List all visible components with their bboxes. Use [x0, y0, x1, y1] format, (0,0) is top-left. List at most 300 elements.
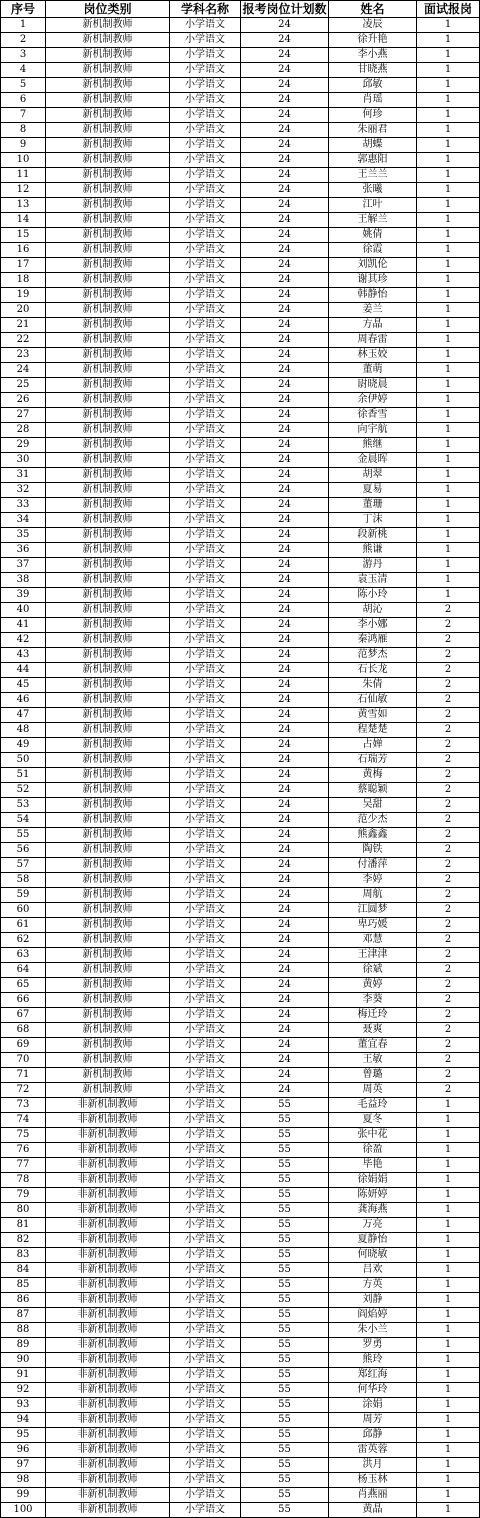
- cell-interview-post: 2: [417, 888, 480, 903]
- cell-name: 郭惠阳: [329, 153, 417, 168]
- cell-name: 徐霞: [329, 243, 417, 258]
- cell-name: 陈妍婷: [329, 1188, 417, 1203]
- cell-subject: 小学语文: [170, 153, 241, 168]
- cell-interview-post: 1: [417, 423, 480, 438]
- cell-plan-count: 24: [241, 918, 329, 933]
- cell-plan-count: 24: [241, 708, 329, 723]
- cell-position-type: 新机制教师: [46, 123, 170, 138]
- cell-position-type: 非新机制教师: [46, 1503, 170, 1518]
- cell-index: 91: [1, 1368, 46, 1383]
- cell-position-type: 新机制教师: [46, 78, 170, 93]
- cell-plan-count: 24: [241, 633, 329, 648]
- cell-subject: 小学语文: [170, 1443, 241, 1458]
- cell-subject: 小学语文: [170, 1308, 241, 1323]
- cell-index: 23: [1, 348, 46, 363]
- cell-index: 11: [1, 168, 46, 183]
- cell-position-type: 非新机制教师: [46, 1158, 170, 1173]
- cell-plan-count: 55: [241, 1503, 329, 1518]
- cell-name: 涂娟: [329, 1398, 417, 1413]
- cell-subject: 小学语文: [170, 978, 241, 993]
- cell-plan-count: 24: [241, 363, 329, 378]
- cell-plan-count: 24: [241, 1038, 329, 1053]
- cell-interview-post: 2: [417, 1023, 480, 1038]
- cell-subject: 小学语文: [170, 1293, 241, 1308]
- cell-plan-count: 24: [241, 183, 329, 198]
- cell-plan-count: 24: [241, 588, 329, 603]
- cell-interview-post: 1: [417, 393, 480, 408]
- table-row: [1, 453, 480, 468]
- table-row: [1, 1383, 480, 1398]
- cell-name: 何华玲: [329, 1383, 417, 1398]
- cell-position-type: 新机制教师: [46, 723, 170, 738]
- cell-index: 13: [1, 198, 46, 213]
- cell-interview-post: 1: [417, 198, 480, 213]
- cell-plan-count: 24: [241, 948, 329, 963]
- cell-position-type: 新机制教师: [46, 573, 170, 588]
- cell-subject: 小学语文: [170, 1383, 241, 1398]
- cell-index: 90: [1, 1353, 46, 1368]
- cell-interview-post: 1: [417, 468, 480, 483]
- cell-index: 22: [1, 333, 46, 348]
- cell-name: 姜兰: [329, 303, 417, 318]
- cell-name: 郑红海: [329, 1368, 417, 1383]
- cell-subject: 小学语文: [170, 648, 241, 663]
- cell-plan-count: 24: [241, 48, 329, 63]
- cell-name: 周英: [329, 1083, 417, 1098]
- table-row: [1, 1053, 480, 1068]
- cell-name: 方晶: [329, 318, 417, 333]
- table-row: [1, 933, 480, 948]
- table-row: [1, 1188, 480, 1203]
- cell-interview-post: 2: [417, 723, 480, 738]
- cell-name: 朱倩: [329, 678, 417, 693]
- cell-name: 洪月: [329, 1458, 417, 1473]
- cell-position-type: 新机制教师: [46, 198, 170, 213]
- cell-name: 熊谦: [329, 543, 417, 558]
- table-row: [1, 63, 480, 78]
- cell-subject: 小学语文: [170, 423, 241, 438]
- table-row: [1, 858, 480, 873]
- cell-subject: 小学语文: [170, 723, 241, 738]
- table-row: [1, 243, 480, 258]
- table-row: [1, 48, 480, 63]
- cell-subject: 小学语文: [170, 363, 241, 378]
- cell-subject: 小学语文: [170, 513, 241, 528]
- cell-position-type: 新机制教师: [46, 963, 170, 978]
- table-row: [1, 1158, 480, 1173]
- cell-position-type: 非新机制教师: [46, 1113, 170, 1128]
- cell-name: 秦鸿雁: [329, 633, 417, 648]
- cell-plan-count: 24: [241, 288, 329, 303]
- cell-name: 胡沁: [329, 603, 417, 618]
- cell-plan-count: 55: [241, 1143, 329, 1158]
- cell-interview-post: 2: [417, 1053, 480, 1068]
- table-row: [1, 468, 480, 483]
- cell-interview-post: 1: [417, 363, 480, 378]
- cell-plan-count: 55: [241, 1233, 329, 1248]
- table-row: [1, 918, 480, 933]
- cell-name: 余伊婷: [329, 393, 417, 408]
- cell-plan-count: 55: [241, 1188, 329, 1203]
- cell-name: 聂爽: [329, 1023, 417, 1038]
- cell-interview-post: 2: [417, 1008, 480, 1023]
- cell-index: 81: [1, 1218, 46, 1233]
- cell-position-type: 新机制教师: [46, 1053, 170, 1068]
- cell-index: 25: [1, 378, 46, 393]
- cell-subject: 小学语文: [170, 1038, 241, 1053]
- cell-interview-post: 1: [417, 1443, 480, 1458]
- cell-interview-post: 1: [417, 1113, 480, 1128]
- cell-name: 陶铁: [329, 843, 417, 858]
- cell-index: 78: [1, 1173, 46, 1188]
- cell-interview-post: 1: [417, 1308, 480, 1323]
- cell-plan-count: 24: [241, 393, 329, 408]
- cell-interview-post: 1: [417, 243, 480, 258]
- cell-index: 56: [1, 843, 46, 858]
- cell-plan-count: 24: [241, 753, 329, 768]
- cell-interview-post: 1: [417, 1233, 480, 1248]
- cell-plan-count: 55: [241, 1158, 329, 1173]
- cell-index: 39: [1, 588, 46, 603]
- cell-name: 胡翠: [329, 468, 417, 483]
- table-row: [1, 993, 480, 1008]
- cell-index: 42: [1, 633, 46, 648]
- table-row: [1, 333, 480, 348]
- cell-plan-count: 24: [241, 678, 329, 693]
- cell-name: 卑巧媛: [329, 918, 417, 933]
- cell-plan-count: 55: [241, 1218, 329, 1233]
- table-row: [1, 663, 480, 678]
- cell-index: 92: [1, 1383, 46, 1398]
- cell-index: 15: [1, 228, 46, 243]
- table-row: [1, 498, 480, 513]
- cell-subject: 小学语文: [170, 873, 241, 888]
- cell-subject: 小学语文: [170, 333, 241, 348]
- cell-position-type: 新机制教师: [46, 543, 170, 558]
- table-row: [1, 93, 480, 108]
- cell-position-type: 新机制教师: [46, 1038, 170, 1053]
- cell-name: 张曦: [329, 183, 417, 198]
- table-row: [1, 153, 480, 168]
- cell-index: 16: [1, 243, 46, 258]
- cell-position-type: 非新机制教师: [46, 1203, 170, 1218]
- cell-position-type: 新机制教师: [46, 498, 170, 513]
- cell-plan-count: 55: [241, 1113, 329, 1128]
- cell-name: 付潘萍: [329, 858, 417, 873]
- cell-plan-count: 24: [241, 378, 329, 393]
- cell-plan-count: 24: [241, 738, 329, 753]
- cell-index: 75: [1, 1128, 46, 1143]
- cell-position-type: 新机制教师: [46, 693, 170, 708]
- cell-plan-count: 24: [241, 468, 329, 483]
- cell-subject: 小学语文: [170, 768, 241, 783]
- cell-position-type: 新机制教师: [46, 933, 170, 948]
- cell-subject: 小学语文: [170, 243, 241, 258]
- cell-index: 37: [1, 558, 46, 573]
- cell-position-type: 新机制教师: [46, 528, 170, 543]
- cell-name: 王敏: [329, 1053, 417, 1068]
- cell-interview-post: 1: [417, 438, 480, 453]
- table-row: [1, 1278, 480, 1293]
- cell-index: 18: [1, 273, 46, 288]
- cell-position-type: 新机制教师: [46, 708, 170, 723]
- cell-position-type: 非新机制教师: [46, 1398, 170, 1413]
- cell-position-type: 新机制教师: [46, 1023, 170, 1038]
- cell-plan-count: 55: [241, 1203, 329, 1218]
- cell-interview-post: 1: [417, 1188, 480, 1203]
- cell-plan-count: 24: [241, 243, 329, 258]
- cell-index: 97: [1, 1458, 46, 1473]
- cell-plan-count: 24: [241, 828, 329, 843]
- cell-subject: 小学语文: [170, 963, 241, 978]
- cell-name: 周航: [329, 888, 417, 903]
- cell-name: 夏静怡: [329, 1233, 417, 1248]
- cell-interview-post: 1: [417, 1458, 480, 1473]
- cell-position-type: 新机制教师: [46, 453, 170, 468]
- cell-interview-post: 2: [417, 618, 480, 633]
- cell-subject: 小学语文: [170, 228, 241, 243]
- cell-index: 36: [1, 543, 46, 558]
- cell-name: 夏易: [329, 483, 417, 498]
- cell-subject: 小学语文: [170, 1488, 241, 1503]
- table-row: [1, 1293, 480, 1308]
- cell-plan-count: 24: [241, 198, 329, 213]
- cell-position-type: 非新机制教师: [46, 1233, 170, 1248]
- cell-position-type: 新机制教师: [46, 333, 170, 348]
- cell-subject: 小学语文: [170, 93, 241, 108]
- cell-position-type: 非新机制教师: [46, 1368, 170, 1383]
- table-row: [1, 648, 480, 663]
- cell-plan-count: 24: [241, 453, 329, 468]
- table-row: [1, 1218, 480, 1233]
- table-row: [1, 1428, 480, 1443]
- cell-position-type: 非新机制教师: [46, 1413, 170, 1428]
- table-body: [1, 18, 480, 1518]
- cell-index: 84: [1, 1263, 46, 1278]
- cell-interview-post: 1: [417, 18, 480, 33]
- cell-plan-count: 55: [241, 1458, 329, 1473]
- table-row: [1, 1038, 480, 1053]
- cell-position-type: 非新机制教师: [46, 1173, 170, 1188]
- cell-position-type: 新机制教师: [46, 93, 170, 108]
- table-row: [1, 258, 480, 273]
- cell-name: 王津津: [329, 948, 417, 963]
- cell-position-type: 新机制教师: [46, 168, 170, 183]
- cell-index: 45: [1, 678, 46, 693]
- cell-name: 徐盈: [329, 1143, 417, 1158]
- cell-subject: 小学语文: [170, 258, 241, 273]
- cell-interview-post: 1: [417, 1173, 480, 1188]
- table-row: [1, 1473, 480, 1488]
- cell-position-type: 新机制教师: [46, 678, 170, 693]
- cell-subject: 小学语文: [170, 1353, 241, 1368]
- cell-interview-post: 1: [417, 93, 480, 108]
- cell-position-type: 新机制教师: [46, 558, 170, 573]
- cell-plan-count: 24: [241, 933, 329, 948]
- cell-interview-post: 1: [417, 1128, 480, 1143]
- cell-subject: 小学语文: [170, 573, 241, 588]
- cell-plan-count: 55: [241, 1443, 329, 1458]
- cell-name: 黄晶: [329, 1503, 417, 1518]
- header-index: 序号: [1, 1, 46, 18]
- table-row: [1, 558, 480, 573]
- cell-subject: 小学语文: [170, 1503, 241, 1518]
- cell-name: 方英: [329, 1278, 417, 1293]
- cell-index: 10: [1, 153, 46, 168]
- cell-index: 93: [1, 1398, 46, 1413]
- table-row: [1, 1008, 480, 1023]
- cell-subject: 小学语文: [170, 603, 241, 618]
- cell-position-type: 新机制教师: [46, 18, 170, 33]
- cell-plan-count: 24: [241, 333, 329, 348]
- cell-plan-count: 24: [241, 303, 329, 318]
- cell-plan-count: 24: [241, 978, 329, 993]
- cell-subject: 小学语文: [170, 1458, 241, 1473]
- cell-plan-count: 55: [241, 1278, 329, 1293]
- cell-plan-count: 55: [241, 1323, 329, 1338]
- cell-plan-count: 55: [241, 1128, 329, 1143]
- cell-interview-post: 1: [417, 498, 480, 513]
- cell-subject: 小学语文: [170, 843, 241, 858]
- cell-subject: 小学语文: [170, 468, 241, 483]
- cell-position-type: 新机制教师: [46, 303, 170, 318]
- table-row: [1, 603, 480, 618]
- cell-plan-count: 24: [241, 528, 329, 543]
- cell-name: 石长龙: [329, 663, 417, 678]
- table-row: [1, 273, 480, 288]
- cell-plan-count: 24: [241, 168, 329, 183]
- cell-position-type: 新机制教师: [46, 663, 170, 678]
- table-row: [1, 1083, 480, 1098]
- table-row: [1, 528, 480, 543]
- cell-subject: 小学语文: [170, 1188, 241, 1203]
- cell-interview-post: 1: [417, 1353, 480, 1368]
- cell-index: 9: [1, 138, 46, 153]
- table-row: [1, 1488, 480, 1503]
- cell-subject: 小学语文: [170, 48, 241, 63]
- cell-index: 19: [1, 288, 46, 303]
- table-row: [1, 693, 480, 708]
- cell-position-type: 非新机制教师: [46, 1458, 170, 1473]
- cell-name: 龚海燕: [329, 1203, 417, 1218]
- cell-index: 4: [1, 63, 46, 78]
- cell-interview-post: 2: [417, 858, 480, 873]
- cell-subject: 小学语文: [170, 303, 241, 318]
- table-row: [1, 813, 480, 828]
- cell-subject: 小学语文: [170, 1398, 241, 1413]
- cell-position-type: 新机制教师: [46, 348, 170, 363]
- cell-interview-post: 2: [417, 918, 480, 933]
- cell-interview-post: 2: [417, 633, 480, 648]
- cell-plan-count: 24: [241, 1083, 329, 1098]
- cell-interview-post: 1: [417, 1203, 480, 1218]
- table-row: [1, 438, 480, 453]
- cell-index: 66: [1, 993, 46, 1008]
- cell-index: 62: [1, 933, 46, 948]
- cell-plan-count: 55: [241, 1338, 329, 1353]
- cell-index: 72: [1, 1083, 46, 1098]
- cell-position-type: 新机制教师: [46, 108, 170, 123]
- table-row: [1, 738, 480, 753]
- cell-subject: 小学语文: [170, 1218, 241, 1233]
- cell-index: 43: [1, 648, 46, 663]
- cell-name: 毕艳: [329, 1158, 417, 1173]
- cell-index: 82: [1, 1233, 46, 1248]
- cell-plan-count: 24: [241, 693, 329, 708]
- table-row: [1, 513, 480, 528]
- cell-subject: 小学语文: [170, 483, 241, 498]
- cell-index: 63: [1, 948, 46, 963]
- cell-name: 刘凯伦: [329, 258, 417, 273]
- cell-subject: 小学语文: [170, 543, 241, 558]
- cell-index: 1: [1, 18, 46, 33]
- table-row: [1, 108, 480, 123]
- cell-name: 尉晓晨: [329, 378, 417, 393]
- cell-index: 89: [1, 1338, 46, 1353]
- cell-index: 58: [1, 873, 46, 888]
- cell-plan-count: 24: [241, 273, 329, 288]
- cell-position-type: 新机制教师: [46, 918, 170, 933]
- cell-position-type: 新机制教师: [46, 243, 170, 258]
- cell-position-type: 新机制教师: [46, 603, 170, 618]
- table-row: [1, 708, 480, 723]
- cell-interview-post: 1: [417, 1473, 480, 1488]
- cell-position-type: 新机制教师: [46, 813, 170, 828]
- cell-plan-count: 24: [241, 423, 329, 438]
- cell-interview-post: 1: [417, 318, 480, 333]
- cell-subject: 小学语文: [170, 783, 241, 798]
- cell-interview-post: 2: [417, 663, 480, 678]
- cell-interview-post: 2: [417, 1068, 480, 1083]
- table-row: [1, 228, 480, 243]
- cell-name: 吕欢: [329, 1263, 417, 1278]
- table-row: [1, 1128, 480, 1143]
- cell-name: 蔡聪颖: [329, 783, 417, 798]
- cell-index: 98: [1, 1473, 46, 1488]
- cell-position-type: 非新机制教师: [46, 1218, 170, 1233]
- cell-position-type: 新机制教师: [46, 873, 170, 888]
- cell-index: 76: [1, 1143, 46, 1158]
- cell-subject: 小学语文: [170, 1068, 241, 1083]
- cell-index: 69: [1, 1038, 46, 1053]
- cell-position-type: 新机制教师: [46, 258, 170, 273]
- cell-plan-count: 55: [241, 1248, 329, 1263]
- cell-position-type: 新机制教师: [46, 1008, 170, 1023]
- cell-position-type: 非新机制教师: [46, 1308, 170, 1323]
- cell-index: 29: [1, 438, 46, 453]
- table-row: [1, 1068, 480, 1083]
- cell-subject: 小学语文: [170, 1263, 241, 1278]
- cell-index: 73: [1, 1098, 46, 1113]
- table-row: [1, 33, 480, 48]
- cell-subject: 小学语文: [170, 633, 241, 648]
- cell-index: 61: [1, 918, 46, 933]
- cell-subject: 小学语文: [170, 1473, 241, 1488]
- cell-subject: 小学语文: [170, 1083, 241, 1098]
- table-row: [1, 213, 480, 228]
- cell-plan-count: 24: [241, 768, 329, 783]
- table-row: [1, 903, 480, 918]
- cell-plan-count: 55: [241, 1263, 329, 1278]
- cell-name: 占婵: [329, 738, 417, 753]
- cell-index: 100: [1, 1503, 46, 1518]
- cell-plan-count: 24: [241, 213, 329, 228]
- cell-interview-post: 1: [417, 1098, 480, 1113]
- cell-index: 88: [1, 1323, 46, 1338]
- cell-position-type: 非新机制教师: [46, 1293, 170, 1308]
- cell-index: 64: [1, 963, 46, 978]
- cell-name: 袁玉清: [329, 573, 417, 588]
